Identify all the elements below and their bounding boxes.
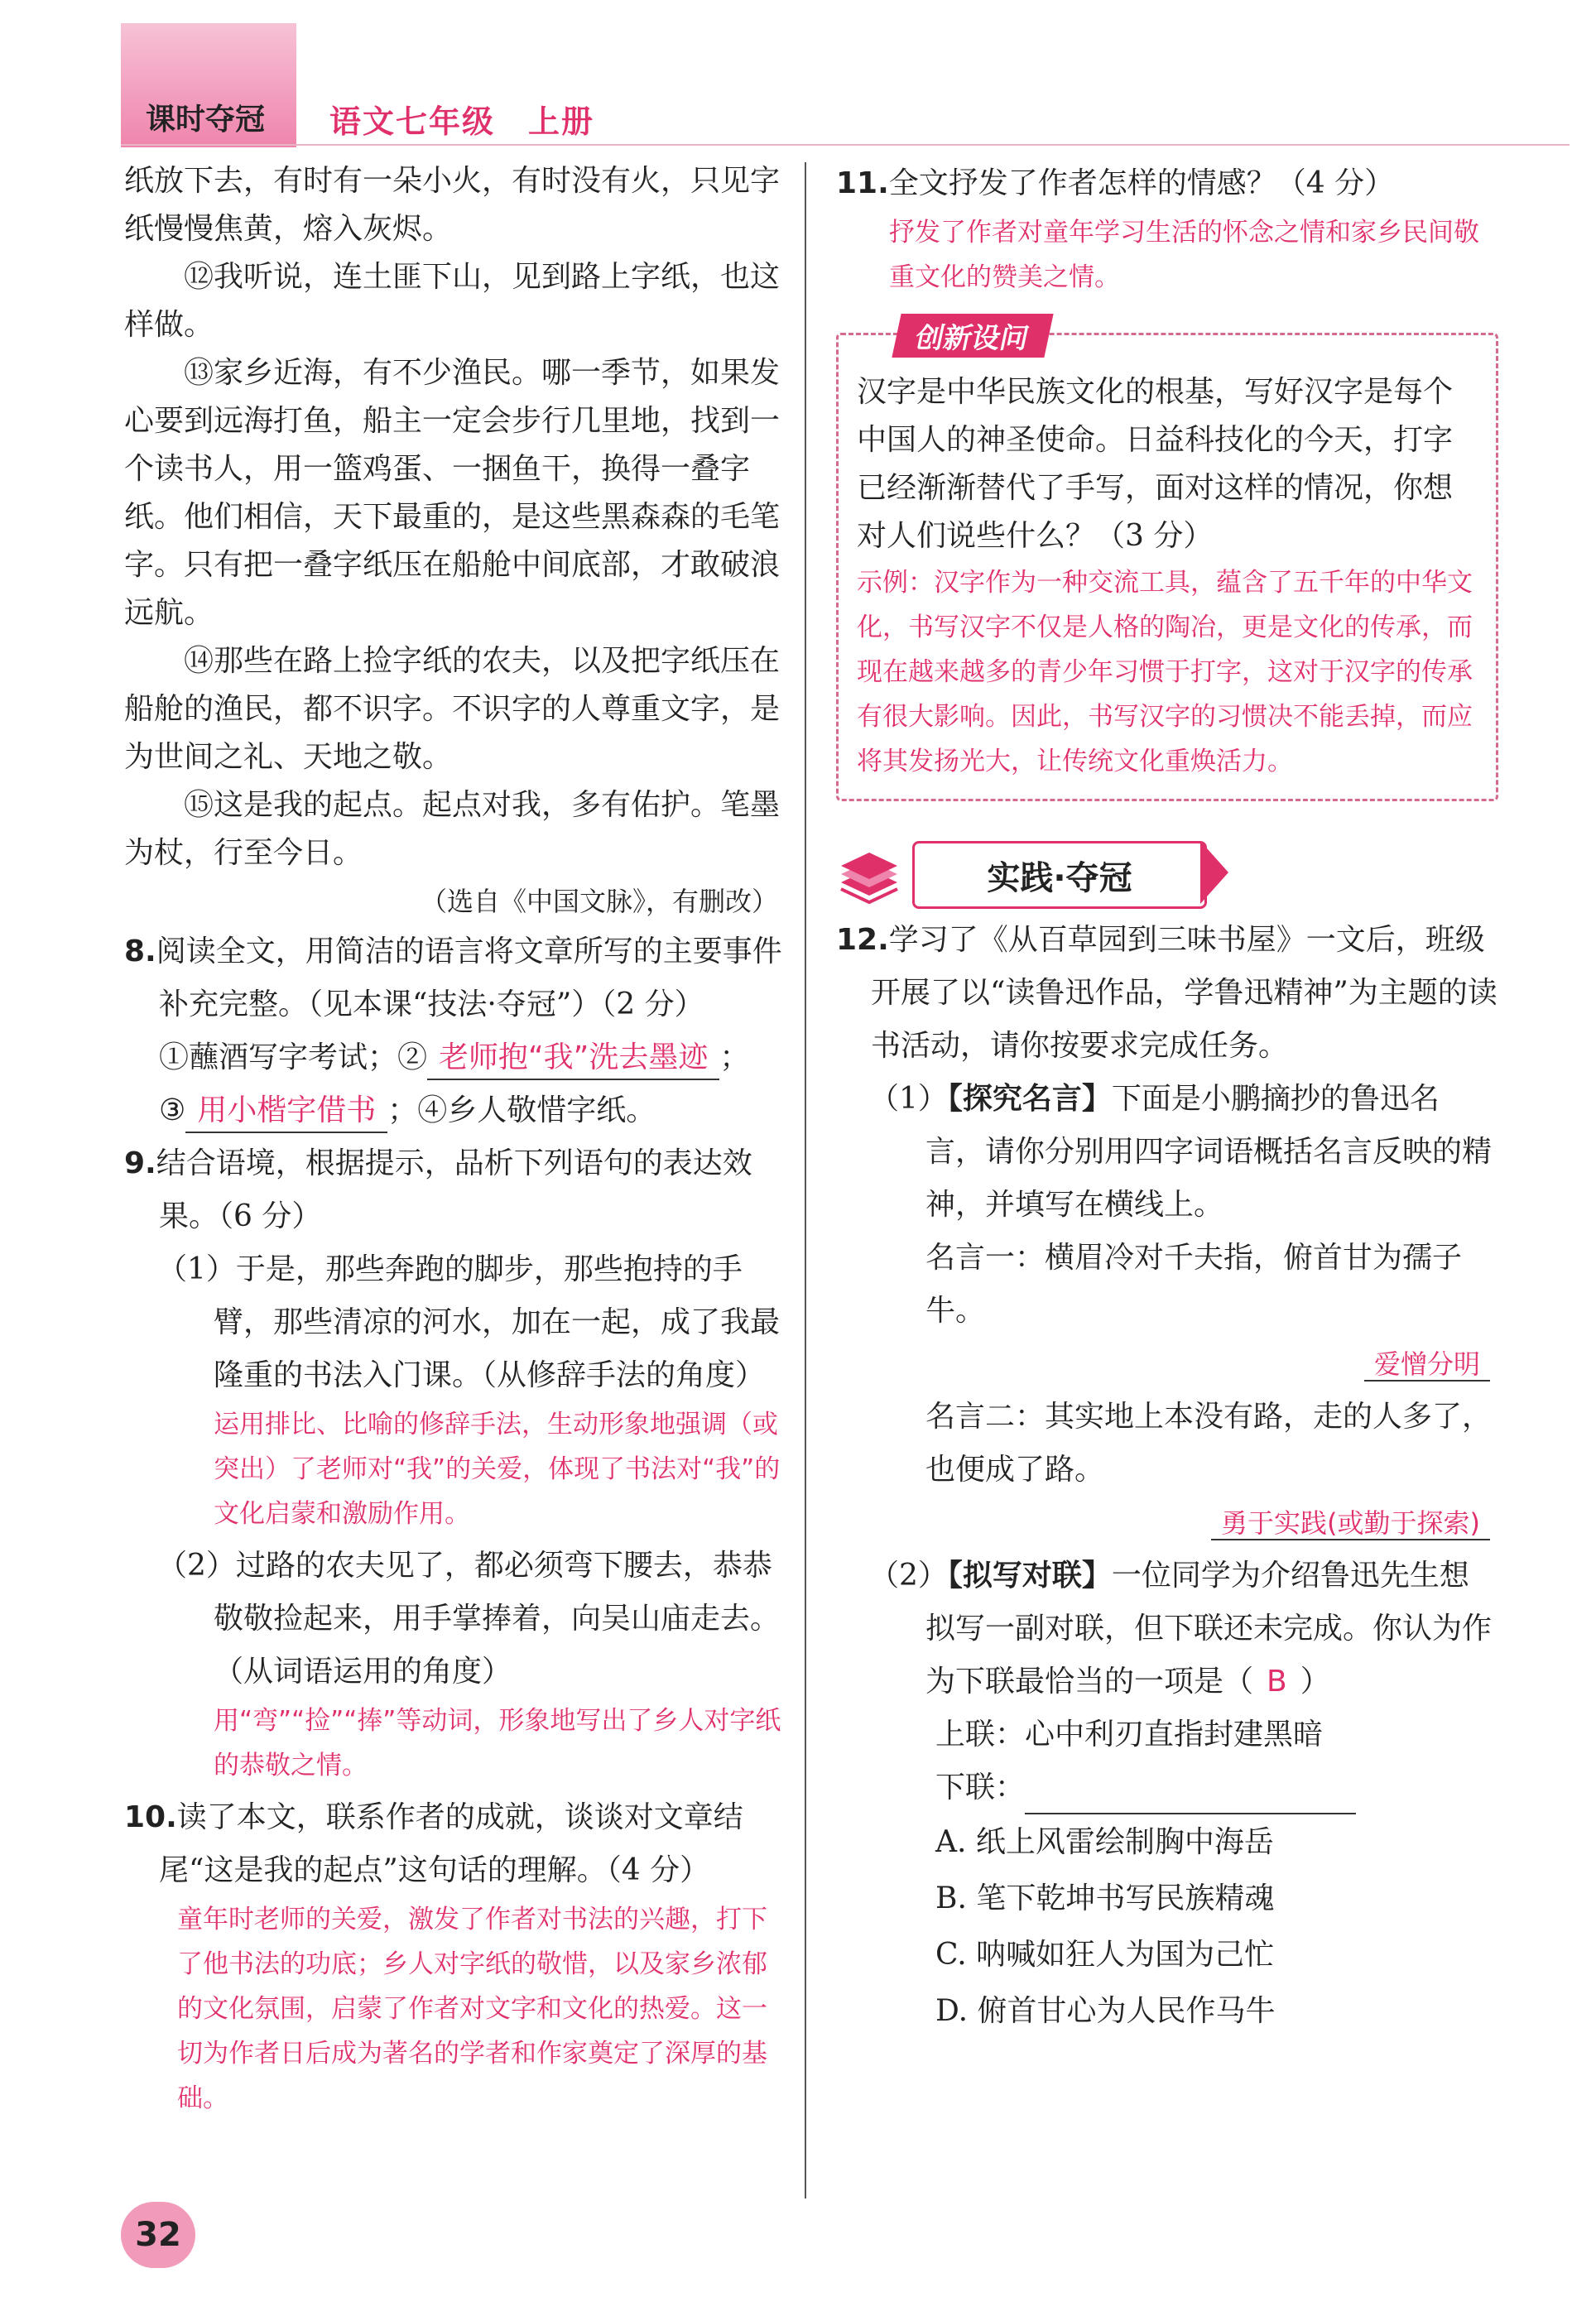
q12-part-2-answer: B <box>1267 1665 1287 1699</box>
passage-para-14: ⑭那些在路上捡字纸的农夫，以及把字纸压在船舱的渔民，都不识字。不识字的人尊重文字，是为世间之礼、天地之敬。 <box>124 644 781 774</box>
upper-couplet: 上联：心中利刃直指封建黑暗 <box>935 1718 1324 1752</box>
q8-item3: ③ <box>159 1093 186 1127</box>
series-title: 课时夺冠 <box>146 103 266 137</box>
passage-para-1: 纸放下去，有时有一朵小火，有时没有火，只见字纸慢慢焦黄，熔入灰烬。 <box>124 164 781 246</box>
q8-item4: ；④乡人敬惜字纸。 <box>387 1093 656 1127</box>
q12-part-1-text: 下面是小鹏摘抄的鲁迅名言，请你分别用四字词语概括名言反映的精神，并填写在横线上。 <box>925 1082 1493 1222</box>
passage-source: （选自《中国文脉》，有删改） <box>420 886 778 917</box>
innovation-box <box>836 322 1498 801</box>
subject-title: 语文七年级 上册 <box>329 103 595 140</box>
q9-sub-2: （2）过路的农夫见了，都必须弯下腰去，恭恭敬敬捡起来，用手掌捧着，向吴山庙走去。（从词语运用的角度） <box>157 1549 781 1689</box>
quote-2-answer: 勇于实践(或勤于探索) <box>1211 1507 1490 1540</box>
question-9-number: 9. <box>124 1146 156 1180</box>
innovation-tag: 创新设问 <box>892 314 1053 358</box>
q8-answer-1: 老师抱“我”洗去墨迹 <box>427 1037 719 1080</box>
q12-part-2-close: ） <box>1300 1665 1330 1699</box>
question-8-line-2 <box>124 1084 786 1137</box>
books-icon <box>836 839 902 906</box>
passage-para-12: ⑫我听说，连土匪下山，见到路上字纸，也这样做。 <box>124 260 781 342</box>
q8-answer-3: 用小楷字借书 <box>185 1090 387 1133</box>
q12-part-2 <box>836 1550 1498 1708</box>
option-d: D. 俯首甘心为人民作马牛 <box>935 1994 1276 2028</box>
q12-part-1 <box>836 1073 1498 1232</box>
question-12-text: 学习了《从百草园到三味书屋》一文后，班级开展了以“读鲁迅作品，学鲁迅精神”为主题的读书活动，请你按要求完成任务。 <box>871 923 1497 1063</box>
question-8-number: 8. <box>124 935 156 968</box>
question-10-text: 读了本文，联系作者的成就，谈谈对文章结尾“这是我的起点”这句话的理解。（4 分） <box>159 1800 743 1887</box>
q9-sub-1: （1）于是，那些奔跑的脚步，那些抱持的手臂，那些清凉的河水，加在一起，成了我最隆重的书法入门课。（从修辞手法的角度） <box>157 1252 781 1392</box>
quote-1-answer-line <box>836 1338 1498 1391</box>
quote-2-answer-line <box>836 1497 1498 1550</box>
q9-answer-2: 用“弯”“捡”“捧”等动词，形象地写出了乡人对字纸的恭敬之情。 <box>214 1706 781 1780</box>
page-number: 32 <box>121 2202 195 2268</box>
q10-answer: 童年时老师的关爱，激发了作者对书法的兴趣，打下了他书法的功底；乡人对字纸的敬惜，以及家乡浓郁的文化氛围，启蒙了作者对文字和文化的热爱。这一切为作者日后成为著名的学者和作家奠定了深厚的基础。 <box>177 1905 767 2113</box>
question-8-text: 阅读全文，用简洁的语言将文章所写的主要事件补充完整。（见本课“技法·夺冠”）（2 分） <box>156 935 782 1021</box>
q9-answer-1: 运用排比、比喻的修辞手法，生动形象地强调（或突出）了老师对“我”的关爱，体现了书法对“我”的文化启蒙和激励作用。 <box>214 1410 781 1529</box>
question-8 <box>124 925 786 1031</box>
question-12 <box>836 914 1498 1073</box>
question-11-number: 11. <box>836 166 889 200</box>
q11-answer: 抒发了作者对童年学习生活的怀念之情和家乡民间敬重文化的赞美之情。 <box>889 218 1479 292</box>
innovation-question: 汉字是中华民族文化的根基，写好汉字是每个中国人的神圣使命。日益科技化的今天，打字已经渐渐替代了手写，面对这样的情况，你想对人们说些什么？（3 分） <box>857 375 1454 553</box>
q12-part-2-text: 一位同学为介绍鲁迅先生想拟写一副对联，但下联还未完成。你认为作为下联最恰当的一项是（ <box>925 1559 1493 1699</box>
lower-couplet-line <box>836 1761 1498 1814</box>
question-10-number: 10. <box>124 1800 177 1834</box>
question-11-text: 全文抒发了作者怎样的情感？（4 分） <box>888 166 1395 200</box>
lower-couplet-blank <box>1025 1780 1356 1814</box>
section-banner <box>836 834 1498 914</box>
quote-1: 名言一：横眉冷对千夫指，俯首甘为孺子牛。 <box>925 1241 1463 1328</box>
section-title: 实践·夺冠 <box>912 841 1207 909</box>
passage-para-15: ⑮这是我的起点。起点对我，多有佑护。笔墨为杖，行至今日。 <box>124 788 781 870</box>
option-a: A. 纸上风雷绘制胸中海岳 <box>935 1825 1274 1859</box>
passage-para-13: ⑬家乡近海，有不少渔民。哪一季节，如果发心要到远海打鱼，船主一定会步行几里地，找到一个读书人，用一篮鸡蛋、一捆鱼干，换得一叠字纸。他们相信，天下最重的，是这些黑森森的毛笔字。只有把一叠字纸压在船舱中间底部，才敢破浪远航。 <box>124 356 781 630</box>
option-c: C. 呐喊如狂人为国为己忙 <box>935 1938 1275 1972</box>
option-b: B. 笔下乾坤书写民族精魂 <box>935 1881 1275 1915</box>
quote-2: 名言二：其实地上本没有路，走的人多了，也便成了路。 <box>925 1400 1493 1487</box>
innovation-answer: 示例：汉字作为一种交流工具，蕴含了五千年的中华文化，书写汉字不仅是人格的陶冶，更是文化的传承，而现在越来越多的青少年习惯于打字，这对于汉字的传承有很大影响。因此，书写汉字的习惯决不能丢掉，而应将其发扬光大，让传统文化重焕活力。 <box>857 568 1473 776</box>
q12-part-1-label: 【探究名言】 <box>947 1082 1112 1116</box>
q12-part-2-number: （2） <box>869 1559 948 1593</box>
question-10 <box>124 1791 786 1897</box>
question-11 <box>836 157 1498 210</box>
left-column <box>124 157 786 2124</box>
header-rule <box>121 144 1570 146</box>
question-12-number: 12. <box>836 923 889 957</box>
column-divider <box>805 162 806 2198</box>
q12-part-1-number: （1） <box>869 1082 948 1116</box>
banner-arrow <box>1200 841 1228 904</box>
question-8-line-1 <box>124 1031 786 1084</box>
quote-1-answer: 爱憎分明 <box>1364 1348 1490 1382</box>
question-9-text: 结合语境，根据提示，品析下列语句的表达效果。（6 分） <box>156 1146 752 1233</box>
q8-item1: ①蘸酒写字考试；② <box>159 1040 428 1074</box>
q8-sep: ； <box>719 1040 750 1074</box>
lower-couplet-label: 下联： <box>935 1771 1026 1804</box>
question-9 <box>124 1137 786 1243</box>
right-column <box>836 157 1498 2040</box>
q12-part-2-label: 【拟写对联】 <box>947 1559 1112 1593</box>
